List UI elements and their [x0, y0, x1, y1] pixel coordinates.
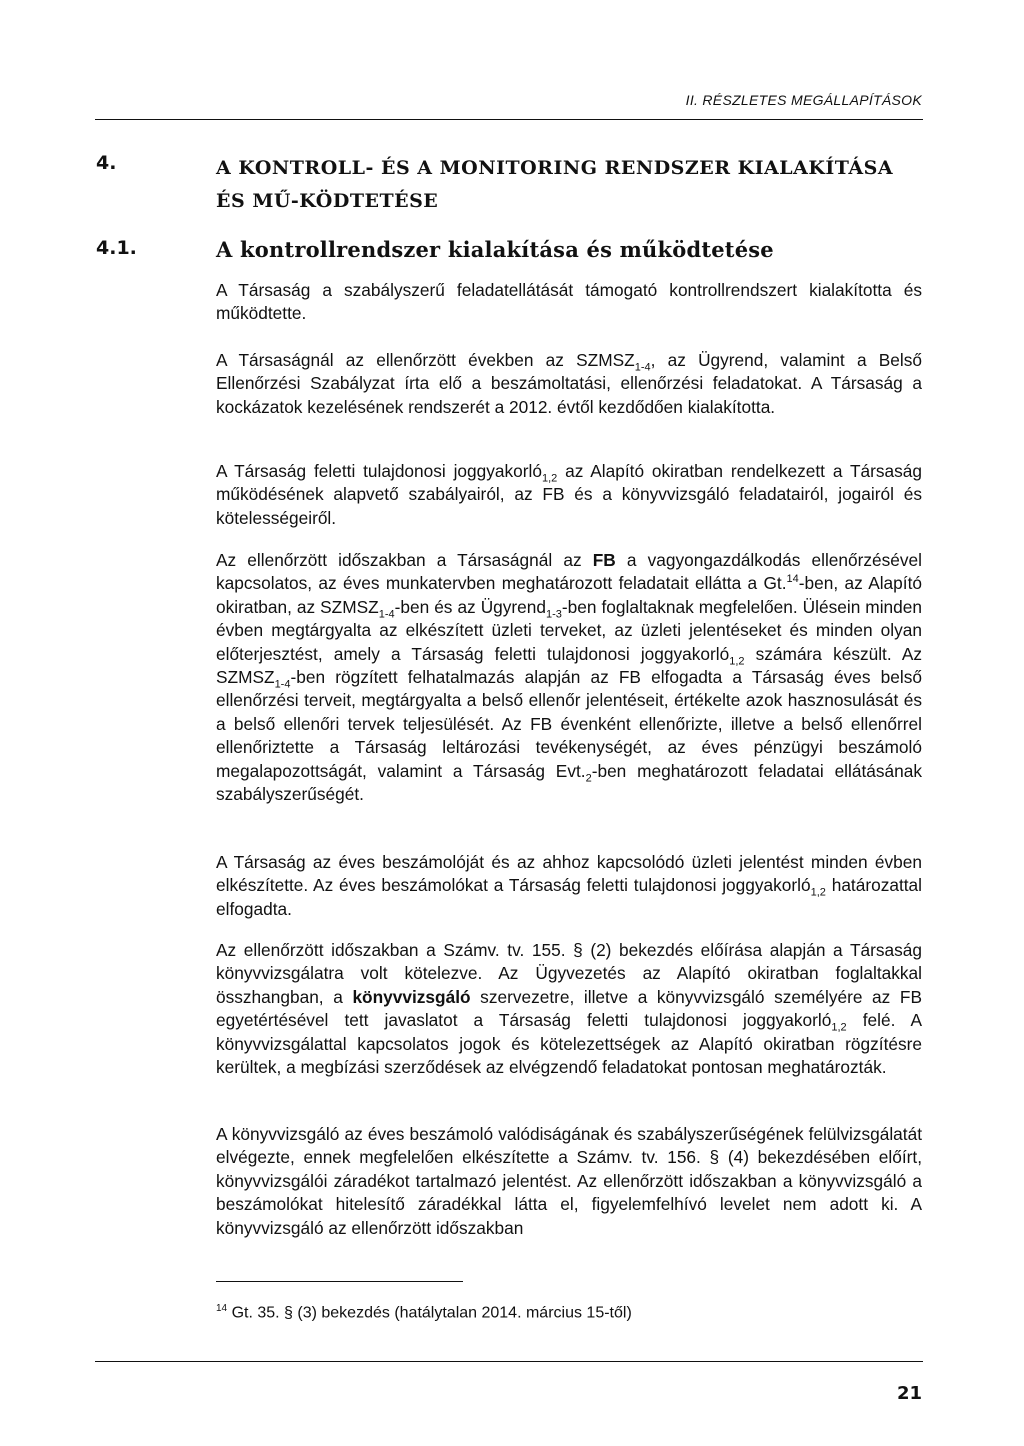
paragraph-7: [216, 1123, 922, 1240]
paragraph-4-text-c: -ben, az Alapító okiratban, az SZMSZ: [216, 573, 922, 617]
paragraph-6-text-c: felé. A könyvvizsgálattal kapcsolatos jogok és kötelezettségek az Alapító okiratban rögzítésre kerültek, a megbízási szerződések az elvégzendő feladatokat pontosan meghatározták.: [216, 1010, 922, 1078]
paragraph-5: [216, 851, 922, 921]
paragraph-4-subscript-5: 2: [585, 772, 592, 785]
section-number: 4.: [96, 152, 117, 174]
paragraph-5-text-a: A Társaság az éves beszámolóját és az ahhoz kapcsolódó üzleti jelentést minden évben elkészítette. Az éves beszámolókat a Társaság feletti tulajdonosi joggyakorló: [216, 852, 922, 896]
paragraph-3-text-b: az Alapító okiratban rendelkezett a Társaság működésének alapvető szabályairól, az FB és a könyvvizsgáló feladatairól, jogairól és kötelességeiről.: [216, 461, 922, 528]
paragraph-3-subscript: 1,2: [541, 472, 558, 485]
paragraph-4-text-b: a vagyongazdálkodás ellenőrzésével kapcsolatos, az éves munkatervben meghatározott feladatait ellátta a Gt.: [216, 550, 922, 594]
paragraph-6-subscript: 1,2: [831, 1021, 847, 1034]
paragraph-2: [216, 349, 922, 419]
section-title: A KONTROLL- ÉS A MONITORING RENDSZER KIALAKÍTÁSA ÉS MŰ-KÖDTETÉSE: [216, 157, 894, 212]
paragraph-3: [216, 460, 922, 530]
running-header: II. RÉSZLETES MEGÁLLAPÍTÁSOK: [685, 92, 922, 108]
paragraph-4-subscript-3: 1,2: [729, 655, 745, 668]
paragraph-4-text-a: Az ellenőrzött időszakban a Társaságnál az: [216, 550, 593, 570]
subsection-number: 4.1.: [96, 237, 137, 259]
paragraph-2-text-a: A Társaságnál az ellenőrzött években az SZMSZ: [216, 350, 635, 370]
subsection-title: A kontrollrendszer kialakítása és működtetése: [216, 237, 774, 262]
page-number: 21: [896, 1383, 922, 1404]
footnote: [216, 1303, 632, 1322]
paragraph-2-subscript: 1-4: [634, 361, 651, 374]
paragraph-4-text-e: -ben foglaltaknak megfelelően. Ülésein minden évben megtárgyalta az elkészített üzleti terveket, az üzleti jelentéseket és minden olyan előterjesztést, amely a Társaság feletti tulajdonosi joggyakorló: [216, 596, 922, 664]
paragraph-4-text-d: -ben és az Ügyrend: [394, 596, 547, 617]
paragraph-4: [216, 549, 922, 806]
paragraph-5-subscript: 1,2: [810, 886, 826, 899]
header-rule: [95, 119, 923, 120]
paragraph-4-subscript-4: 1-4: [274, 678, 291, 691]
footer-rule: [95, 1361, 923, 1362]
paragraph-6-bold: könyvvizsgáló: [352, 986, 471, 1007]
paragraph-4-text-h: -ben meghatározott feladatai ellátásának szabályszerűségét.: [216, 760, 922, 805]
paragraph-4-subscript-2: 1-3: [546, 608, 562, 621]
paragraph-6-text-a: Az ellenőrzött időszakban a Számv. tv. 155. § (2) bekezdés előírása alapján a Társaság könyvvizsgálatra volt kötelezve. Az Ügyvezetés az Alapító okiratban foglaltakkal összhangban, a: [216, 940, 922, 1007]
paragraph-1-text: A Társaság a szabályszerű feladatellátását támogató kontrollrendszert kialakította és működtette.: [216, 280, 922, 324]
footnote-marker: 14: [216, 1303, 228, 1314]
paragraph-5-text-b: határozattal elfogadta.: [216, 875, 923, 919]
paragraph-2-text-b: , az Ügyrend, valamint a Belső Ellenőrzési Szabályzat írta elő a beszámoltatási, ellenőrzési feladatokat. A Társaság a kockázatok kezelésének rendszerét a 2012. évtől kezdődően kialakította.: [216, 350, 922, 417]
paragraph-3-text-a: A Társaság feletti tulajdonosi joggyakorló: [216, 461, 542, 481]
paragraph-4-bold: FB: [592, 550, 616, 570]
paragraph-7-text: A könyvvizsgáló az éves beszámoló valódiságának és szabályszerűségének felülvizsgálatát elvégezte, ennek megfelelően elkészítette a Számv. tv. 156. § (4) bekezdésében előírt, könyvvizsgálói záradékot tartalmazó jelentést. Az ellenőrzött időszakban a könyvvizsgáló a beszámolókat hitelesítő záradékkal látta el, figyelemfelhívó levelet nem adott ki. A könyvvizsgáló az ellenőrzött időszakban: [216, 1124, 922, 1238]
paragraph-6-text-b: szervezetre, illetve a könyvvizsgáló személyére az FB egyetértésével tett javaslatot a Társaság feletti tulajdonosi joggyakorló: [216, 986, 922, 1031]
paragraph-4-subscript-1: 1-4: [378, 608, 395, 621]
paragraph-6: [216, 939, 922, 1079]
paragraph-4-text-g: -ben rögzített felhatalmazás alapján az FB elfogadta a Társaság éves belső ellenőrzési terveit, megtárgyalta a belső ellenőr jelentéseit, értékelte azok hasznosulását és a belső ellenőri tervek teljesülését. Az FB évenként ellenőrizte, illetve a belső ellenőrrel ellenőriztette a Társaság leltározási tevékenységét, az éves pénzügyi beszámoló megalapozottságát, valamint a Társaság Evt.: [216, 667, 922, 781]
footnote-rule: [216, 1281, 463, 1282]
footnote-reference: 14: [786, 573, 799, 586]
paragraph-1: [216, 279, 922, 326]
paragraph-4-text-f: számára készült. Az SZMSZ: [216, 643, 923, 688]
footnote-text: Gt. 35. § (3) bekezdés (hatálytalan 2014. március 15-től): [227, 1304, 632, 1322]
